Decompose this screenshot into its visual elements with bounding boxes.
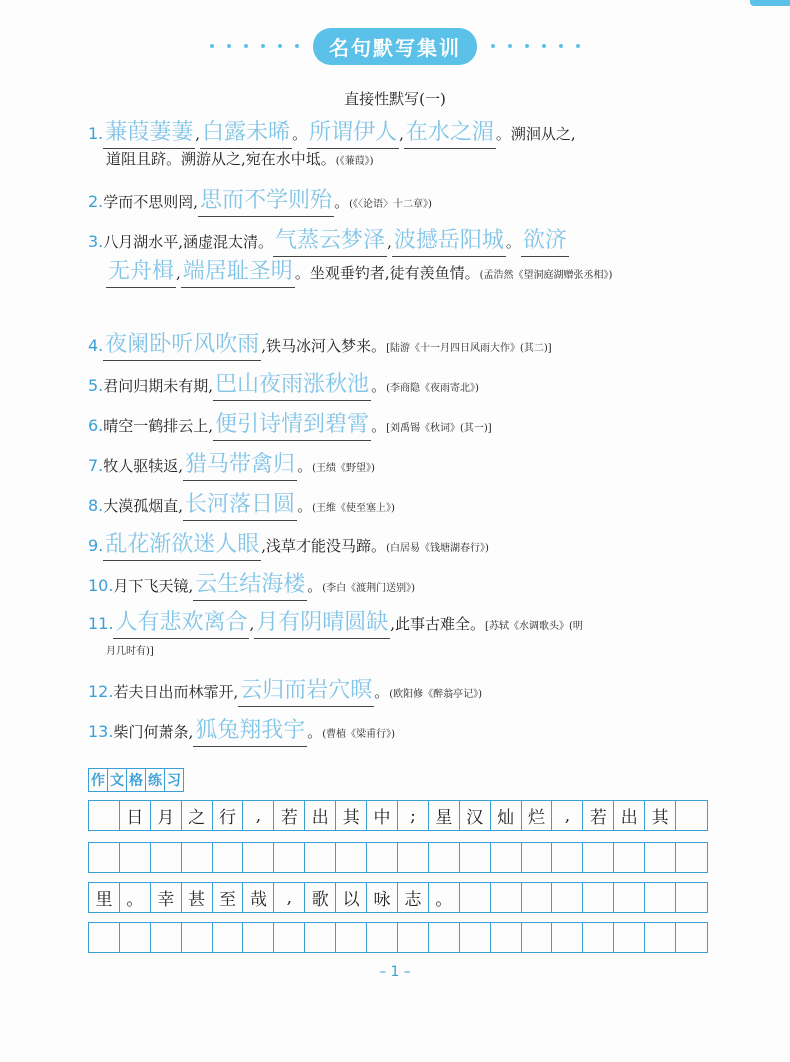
- answer-fill[interactable]: 云归而岩穴暝: [238, 676, 374, 707]
- grid-cell[interactable]: [522, 923, 553, 952]
- question-continuation: [88, 639, 718, 662]
- grid-practice-label: [88, 768, 183, 792]
- grid-cell[interactable]: ,: [274, 883, 305, 912]
- grid-cell[interactable]: [182, 923, 213, 952]
- grid-cell[interactable]: 星: [429, 801, 460, 830]
- grid-cell[interactable]: [367, 923, 398, 952]
- question-item: [88, 716, 718, 747]
- question-item: [88, 370, 718, 401]
- answer-fill[interactable]: 猎马带禽归: [183, 450, 297, 481]
- answer-fill[interactable]: 长河落日圆: [183, 490, 297, 521]
- answer-fill[interactable]: 狐兔翔我宇: [193, 716, 307, 747]
- grid-cell[interactable]: [460, 883, 491, 912]
- answer-fill[interactable]: 云生结海楼: [193, 570, 307, 601]
- grid-cell[interactable]: [552, 843, 583, 872]
- question-item: [88, 608, 718, 662]
- answer-fill[interactable]: 夜阑卧听风吹雨: [103, 330, 261, 361]
- source-citation: (曹植《梁甫行》): [322, 729, 396, 740]
- grid-cell[interactable]: [676, 843, 707, 872]
- grid-cell[interactable]: 出: [614, 801, 645, 830]
- source-citation: (李白《渡荆门送别》): [322, 583, 416, 594]
- question-item: [88, 226, 718, 288]
- prompt-text: 牧人驱犊返,: [103, 457, 184, 475]
- grid-cell[interactable]: 烂: [522, 801, 553, 830]
- question-number: 3.: [88, 232, 104, 251]
- grid-cell[interactable]: 中: [367, 801, 398, 830]
- grid-cell[interactable]: [676, 801, 707, 830]
- grid-cell[interactable]: [552, 923, 583, 952]
- prompt-text: 柴门何萧条,: [113, 723, 194, 741]
- source-citation: (孟浩然《望洞庭湖赠张丞相》): [479, 270, 613, 281]
- question-item: [88, 330, 718, 361]
- grid-cell[interactable]: [552, 883, 583, 912]
- question-number: 1.: [88, 124, 104, 143]
- source-citation: (王绩《野望》): [312, 463, 375, 474]
- grid-cell[interactable]: 之: [182, 801, 213, 830]
- grid-cell[interactable]: [676, 883, 707, 912]
- grid-cell[interactable]: 月: [151, 801, 182, 830]
- grid-cell[interactable]: [645, 923, 676, 952]
- source-citation: 月几时有)]: [106, 646, 154, 657]
- prompt-text: ,: [387, 233, 392, 251]
- question-item: [88, 490, 718, 521]
- answer-fill[interactable]: 巴山夜雨涨秋池: [213, 370, 371, 401]
- grid-cell[interactable]: [398, 843, 429, 872]
- grid-row: [88, 882, 708, 913]
- grid-cell[interactable]: [243, 923, 274, 952]
- prompt-text: 大漠孤烟直,: [103, 497, 184, 515]
- grid-cell[interactable]: 里: [89, 883, 120, 912]
- answer-fill[interactable]: 在水之湄: [404, 118, 496, 149]
- banner-dots-left: [210, 44, 299, 48]
- grid-cell[interactable]: 哉: [243, 883, 274, 912]
- prompt-text: 。: [297, 497, 313, 515]
- source-citation: (王维《使至塞上》): [312, 503, 395, 514]
- grid-cell[interactable]: [120, 843, 151, 872]
- prompt-text: 。: [505, 233, 521, 251]
- prompt-text: 君问归期未有期,: [103, 377, 214, 395]
- grid-cell[interactable]: [614, 843, 645, 872]
- grid-row: [88, 842, 708, 873]
- prompt-text: 晴空一鹤排云上,: [103, 417, 214, 435]
- grid-cell[interactable]: 。: [429, 883, 460, 912]
- grid-cell[interactable]: [676, 923, 707, 952]
- grid-cell[interactable]: [213, 843, 244, 872]
- grid-cell[interactable]: 其: [336, 801, 367, 830]
- grid-label-char: 格: [126, 768, 146, 792]
- grid-cell[interactable]: [522, 843, 553, 872]
- grid-cell[interactable]: [336, 923, 367, 952]
- question-number: 9.: [88, 536, 104, 555]
- source-citation: (欧阳修《醉翁亭记》): [389, 689, 483, 700]
- prompt-text: 。: [334, 193, 350, 211]
- grid-cell[interactable]: 。: [120, 883, 151, 912]
- grid-cell[interactable]: [398, 923, 429, 952]
- question-number: 2.: [88, 192, 104, 211]
- grid-cell[interactable]: ,: [552, 801, 583, 830]
- grid-cell[interactable]: 日: [120, 801, 151, 830]
- answer-fill[interactable]: 思而不学则殆: [198, 186, 334, 217]
- grid-cell[interactable]: [367, 843, 398, 872]
- prompt-text: 八月湖水平,涵虚混太清。: [103, 233, 274, 251]
- question-item: [88, 450, 718, 481]
- prompt-text: 。: [374, 683, 390, 701]
- section-subtitle: 直接性默写(一): [344, 90, 446, 108]
- grid-cell[interactable]: [336, 843, 367, 872]
- grid-cell[interactable]: 若: [274, 801, 305, 830]
- prompt-text: ,: [399, 125, 404, 143]
- answer-fill[interactable]: 便引诗情到碧霄: [213, 410, 371, 441]
- question-number: 4.: [88, 336, 104, 355]
- prompt-text: 道阻且跻。溯游从之,宛在水中坻。: [106, 150, 336, 168]
- grid-cell[interactable]: 灿: [491, 801, 522, 830]
- grid-cell[interactable]: [583, 883, 614, 912]
- grid-cell[interactable]: [645, 843, 676, 872]
- answer-fill[interactable]: 所谓伊人: [307, 118, 399, 149]
- question-item: [88, 118, 718, 172]
- question-number: 6.: [88, 416, 104, 435]
- question-continuation: [88, 257, 718, 288]
- grid-cell[interactable]: [522, 883, 553, 912]
- answer-fill[interactable]: 欲济: [521, 226, 569, 257]
- grid-label-char: 习: [164, 768, 184, 792]
- grid-cell[interactable]: ;: [398, 801, 429, 830]
- question-item: [88, 186, 718, 217]
- question-number: 8.: [88, 496, 104, 515]
- answer-fill[interactable]: 蒹葭萋萋: [103, 118, 195, 149]
- grid-cell[interactable]: [460, 923, 491, 952]
- grid-cell[interactable]: [460, 843, 491, 872]
- grid-cell[interactable]: [645, 883, 676, 912]
- prompt-text: ,此事古难全。: [390, 615, 486, 633]
- question-number: 5.: [88, 376, 104, 395]
- question-item: [88, 530, 718, 561]
- grid-row: [88, 800, 708, 831]
- page-number: – 1 –: [379, 964, 411, 980]
- prompt-text: ,浅草才能没马蹄。: [261, 537, 387, 555]
- prompt-text: 。: [307, 577, 323, 595]
- prompt-text: 。溯洄从之,: [495, 125, 576, 143]
- answer-fill[interactable]: 乱花渐欲迷人眼: [103, 530, 261, 561]
- grid-cell[interactable]: [429, 843, 460, 872]
- prompt-text: 。: [307, 723, 323, 741]
- grid-cell[interactable]: [491, 883, 522, 912]
- grid-cell[interactable]: 志: [398, 883, 429, 912]
- grid-cell[interactable]: 甚: [182, 883, 213, 912]
- grid-cell[interactable]: [491, 843, 522, 872]
- prompt-text: ,铁马冰河入梦来。: [261, 337, 387, 355]
- answer-fill[interactable]: 月有阴晴圆缺: [254, 608, 390, 639]
- question-number: 7.: [88, 456, 104, 475]
- grid-cell[interactable]: 行: [213, 801, 244, 830]
- answer-fill[interactable]: 波撼岳阳城: [392, 226, 506, 257]
- answer-fill[interactable]: 气蒸云梦泽: [273, 226, 387, 257]
- grid-cell[interactable]: ,: [243, 801, 274, 830]
- grid-cell[interactable]: 幸: [151, 883, 182, 912]
- grid-label-char: 练: [145, 768, 165, 792]
- prompt-text: 。: [371, 417, 387, 435]
- source-citation: [刘禹锡《秋词》(其一)]: [386, 423, 492, 434]
- answer-fill[interactable]: 无舟楫: [106, 257, 176, 288]
- grid-cell[interactable]: [491, 923, 522, 952]
- source-citation: (《〈论语〉十二章》): [349, 199, 432, 210]
- question-continuation: [88, 149, 718, 172]
- grid-cell[interactable]: [89, 801, 120, 830]
- question-item: [88, 570, 718, 601]
- grid-label-char: 文: [107, 768, 127, 792]
- grid-cell[interactable]: [614, 923, 645, 952]
- prompt-text: ,: [249, 615, 255, 633]
- question-item: [88, 410, 718, 441]
- prompt-text: 学而不思则罔,: [103, 193, 199, 211]
- grid-cell[interactable]: [213, 923, 244, 952]
- source-citation: [陆游《十一月四日风雨大作》(其二)]: [386, 343, 552, 354]
- grid-cell[interactable]: [274, 843, 305, 872]
- prompt-text: 若夫日出而林霏开,: [113, 683, 239, 701]
- question-item: [88, 676, 718, 707]
- top-corner-tab: [750, 0, 790, 6]
- prompt-text: 。: [371, 377, 387, 395]
- grid-cell[interactable]: [120, 923, 151, 952]
- prompt-text: ,: [195, 125, 201, 143]
- grid-cell[interactable]: 至: [213, 883, 244, 912]
- answer-fill[interactable]: 端居耻圣明: [181, 257, 295, 288]
- grid-cell[interactable]: [583, 923, 614, 952]
- grid-cell[interactable]: 以: [336, 883, 367, 912]
- answer-fill[interactable]: 白露未晞: [200, 118, 292, 149]
- question-number: 11.: [88, 614, 114, 633]
- question-number: 13.: [88, 722, 114, 741]
- question-number: 12.: [88, 682, 114, 701]
- grid-cell[interactable]: [583, 843, 614, 872]
- grid-cell[interactable]: [614, 883, 645, 912]
- grid-cell[interactable]: [274, 923, 305, 952]
- grid-cell[interactable]: [429, 923, 460, 952]
- grid-cell[interactable]: 若: [583, 801, 614, 830]
- grid-cell[interactable]: 出: [305, 801, 336, 830]
- grid-cell[interactable]: 咏: [367, 883, 398, 912]
- grid-cell[interactable]: [182, 843, 213, 872]
- prompt-text: 。坐观垂钓者,徒有羡鱼情。: [294, 264, 480, 282]
- grid-cell[interactable]: [151, 923, 182, 952]
- section-banner: [0, 28, 790, 64]
- source-citation: [苏轼《水调歌头》(明: [485, 621, 583, 632]
- prompt-text: 月下飞天镜,: [113, 577, 194, 595]
- grid-cell[interactable]: 其: [645, 801, 676, 830]
- grid-cell[interactable]: [151, 843, 182, 872]
- answer-fill[interactable]: 人有悲欢离合: [113, 608, 249, 639]
- banner-dots-right: [491, 44, 580, 48]
- grid-cell[interactable]: 歌: [305, 883, 336, 912]
- grid-cell[interactable]: 汉: [460, 801, 491, 830]
- grid-row: [88, 922, 708, 953]
- grid-cell[interactable]: [89, 923, 120, 952]
- question-number: 10.: [88, 576, 114, 595]
- grid-cell[interactable]: [89, 843, 120, 872]
- source-citation: (《蒹葭》): [335, 156, 374, 167]
- prompt-text: 。: [292, 125, 308, 143]
- source-citation: (李商隐《夜雨寄北》): [386, 383, 479, 394]
- grid-cell[interactable]: [305, 843, 336, 872]
- grid-cell[interactable]: [243, 843, 274, 872]
- banner-title: 名句默写集训: [313, 28, 477, 65]
- prompt-text: ,: [176, 264, 181, 282]
- source-citation: (白居易《钱塘湖春行》): [386, 543, 489, 554]
- grid-cell[interactable]: [305, 923, 336, 952]
- grid-label-char: 作: [88, 768, 108, 792]
- prompt-text: 。: [297, 457, 313, 475]
